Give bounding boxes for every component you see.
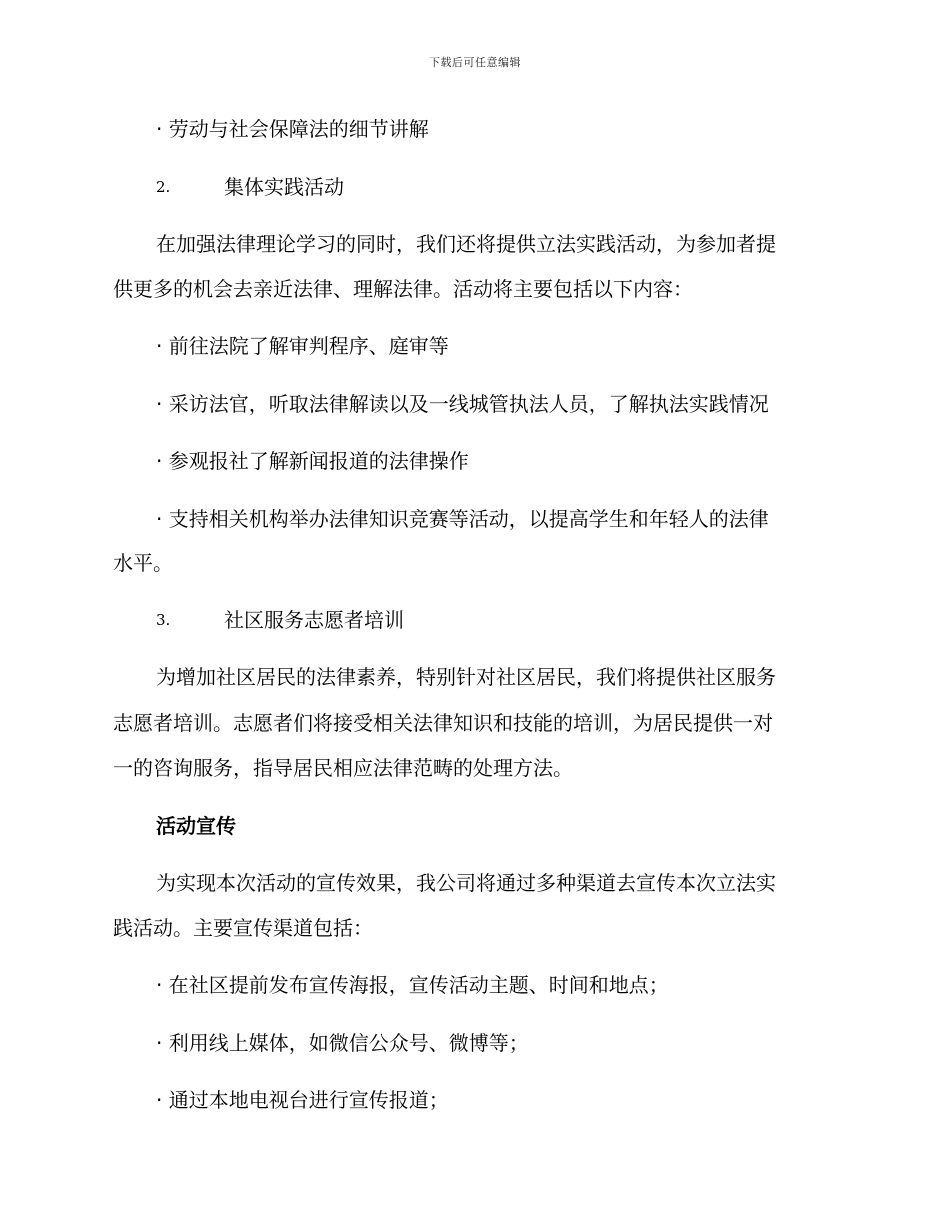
section-2-number: 2. bbox=[156, 178, 171, 196]
volunteer-paragraph-line-1: 为增加社区居民的法律素养，特别针对社区居民，我们将提供社区服务 bbox=[156, 665, 776, 689]
section-2-title: 集体实践活动 bbox=[224, 175, 344, 199]
promo-item-posters: · 在社区提前发布宣传海报，宣传活动主题、时间和地点； bbox=[156, 973, 669, 997]
practice-paragraph-line-2: 供更多的机会去亲近法律、理解法律。活动将主要包括以下内容： bbox=[113, 277, 693, 301]
page-header: 下载后可任意编辑 bbox=[429, 56, 521, 69]
volunteer-paragraph-line-3: 一的咨询服务，指导居民相应法律范畴的处理方法。 bbox=[113, 756, 573, 780]
promo-paragraph-line-1: 为实现本次活动的宣传效果，我公司将通过多种渠道去宣传本次立法实 bbox=[156, 871, 776, 895]
promo-paragraph-line-2: 践活动。主要宣传渠道包括： bbox=[113, 916, 373, 940]
practice-paragraph-line-1: 在加强法律理论学习的同时，我们还将提供立法实践活动，为参加者提 bbox=[156, 232, 776, 256]
promo-heading: 活动宣传 bbox=[156, 814, 236, 838]
practice-item-judge-interview: · 采访法官，听取法律解读以及一线城管执法人员，了解执法实践情况 bbox=[156, 392, 769, 416]
bullet-labor-law: · 劳动与社会保障法的细节讲解 bbox=[156, 117, 429, 141]
volunteer-paragraph-line-2: 志愿者培训。志愿者们将接受相关法律知识和技能的培训，为居民提供一对 bbox=[113, 711, 773, 735]
practice-item-newspaper: · 参观报社了解新闻报道的法律操作 bbox=[156, 449, 469, 473]
promo-item-online-media: · 利用线上媒体，如微信公众号、微博等； bbox=[156, 1031, 529, 1055]
practice-item-competition: · 支持相关机构举办法律知识竞赛等活动，以提高学生和年轻人的法律 bbox=[156, 507, 769, 531]
section-3-title: 社区服务志愿者培训 bbox=[224, 608, 404, 632]
section-3-number: 3. bbox=[156, 611, 171, 629]
promo-item-local-tv: · 通过本地电视台进行宣传报道； bbox=[156, 1088, 449, 1112]
practice-item-competition-continued: 水平。 bbox=[113, 551, 173, 575]
practice-item-court: · 前往法院了解审判程序、庭审等 bbox=[156, 334, 449, 358]
